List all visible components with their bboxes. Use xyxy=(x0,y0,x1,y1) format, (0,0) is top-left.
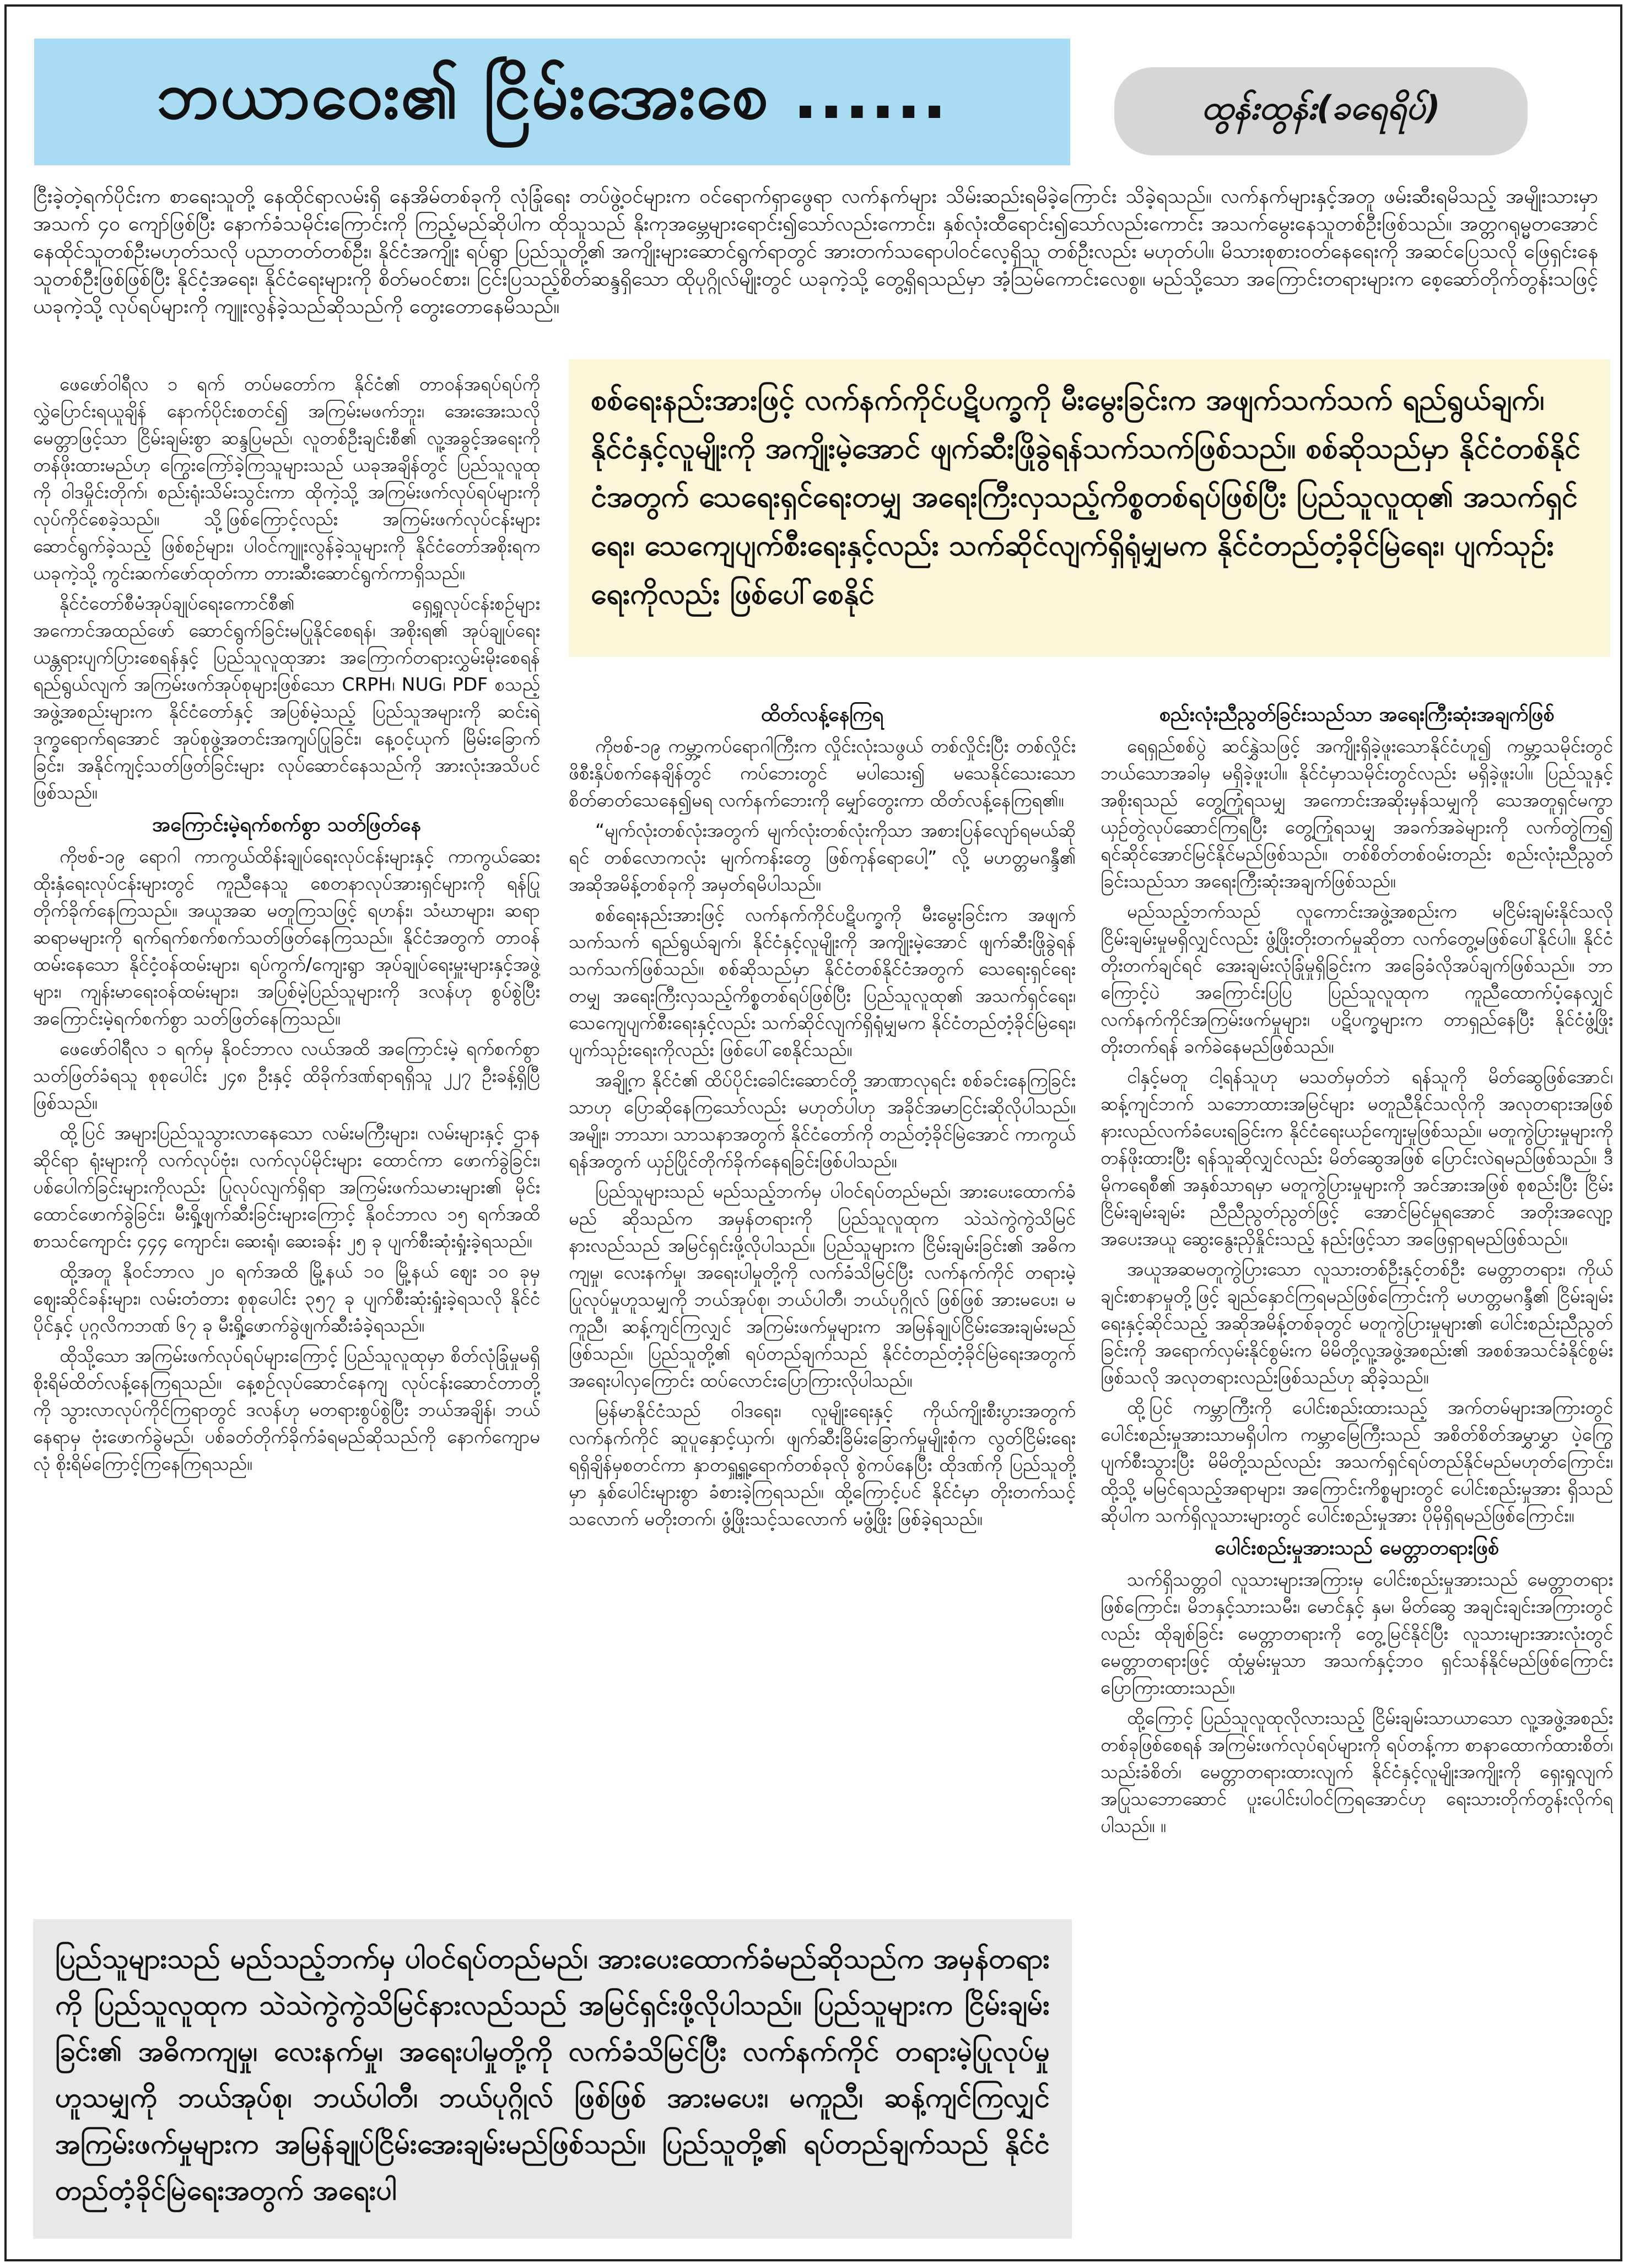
pull-quote-bottom: ပြည်သူများသည် မည်သည့်ဘက်မှ ပါဝင်ရပ်တည်မည်၊ အားပေးထောက်ခံမည်ဆိုသည်က အမှန်တရားကို ပြည်သူလူထုက သဲသဲကွဲကွဲသိမြင်နားလည်သည် အမြင်ရှင်းဖို့လိုပါသည်။ ပြည်သူများက ငြိမ်းချမ်းခြင်း၏ အဓိကကျမှု၊ လေးနက်မှု၊ အရေးပါမှုတို့ကို လက်ခံသိမြင်ပြီး လက်နက်ကိုင် တရားမဲ့ပြုလုပ်မှုဟူသမျှကို ဘယ်အုပ်စု၊ ဘယ်ပါတီ၊ ဘယ်ပုဂ္ဂိုလ် ဖြစ်ဖြစ် အားမပေး၊ မကူညီ၊ ဆန့်ကျင်ကြလျှင် အကြမ်းဖက်မှုများက အမြန်ချုပ်ငြိမ်းအေးချမ်းမည်ဖြစ်သည်။ ပြည်သူတို့၏ ရပ်တည်ချက်သည် နိုင်ငံတည်တံ့ခိုင်မြဲရေးအတွက် အရေးပါ xyxy=(33,1919,1072,2239)
paragraph: နိုင်ငံတော်စီမံအုပ်ချုပ်ရေးကောင်စီ၏ ရှေ့ရှုလုပ်ငန်းစဉ်များ အကောင်အထည်ဖော် ဆောင်ရွက်ခြင်းမပြုနိုင်စေရန်၊ အစိုးရ၏ အုပ်ချုပ်ရေးယန္တရားပျက်ပြားစေရန်နှင့် ပြည်သူလူထုအား အကြောက်တရားလွှမ်းမိုးစေရန် ရည်ရွယ်လျက် အကြမ်းဖက်အုပ်စုများဖြစ်သော CRPH၊ NUG၊ PDF စသည့်အဖွဲ့အစည်းများက နိုင်ငံတော်နှင့် အပြစ်မဲ့သည့် ပြည်သူအများကို ဆင်းရဲဒုက္ခရောက်ရအောင် အုပ်စုဖွဲ့အတင်းအကျပ်ပြုခြင်း၊ နေ့ဝင့်ယုက် မြိမ်းခြောက်ခြင်း၊ အနိုင်ကျင့်သတ်ဖြတ်ခြင်းများ လုပ်ဆောင်နေသည်ကို အားလုံးအသိပင်ဖြစ်သည်။ xyxy=(33,592,540,803)
paragraph: အချို့က နိုင်ငံ၏ ထိပ်ပိုင်းခေါင်းဆောင်တို့ အာဏာလုရင်း စစ်ခင်းနေကြခြင်းသာဟု ပြောဆိုနေကြသော်လည်း မဟုတ်ပါဟု အခိုင်အမာငြင်းဆိုလိုပါသည်။ အမျိုး၊ ဘာသာ၊ သာသနာအတွက် နိုင်ငံတော်ကို တည်တံ့ခိုင်မြဲအောင် ကာကွယ်ရန်အတွက် ယှဉ်ပြိုင်တိုက်ခိုက်နေရခြင်းဖြစ်ပါသည်။ xyxy=(569,1069,1076,1172)
author-badge xyxy=(1114,67,1528,155)
section-heading: ထိတ်လန့်နေကြရ xyxy=(760,703,884,726)
article-title: ဘယာဝေး၏ ငြိမ်းအေးစေ ...... xyxy=(156,57,948,133)
article-page xyxy=(4,4,1622,2261)
paragraph: စစ်ရေးနည်းအားဖြင့် လက်နက်ကိုင်ပဋိပက္ခကို မီးမွေးခြင်းက အဖျက်သက်သက် ရည်ရွယ်ချက်၊ နိုင်ငံနှင့်လူမျိုးကို အကျိုးမဲ့အောင် ဖျက်ဆီးဖြိုခွဲရန်သက်သက်ဖြစ်သည်။ စစ်ဆိုသည်မှာ နိုင်ငံတစ်နိုင်ငံအတွက် သေရေးရှင်ရေးတမျှ အရေးကြီးလှသည့်ကိစ္စတစ်ရပ်ဖြစ်ပြီး ပြည်သူလူထု၏ အသက်ရှင်ရေး၊ သေကျေပျက်စီးရေးနှင့်လည်း သက်ဆိုင်လျက်ရှိရုံမျှမက နိုင်ငံတည်တံ့ခိုင်မြဲရေး၊ ပျက်သုဉ်းရေးကိုလည်း ဖြစ်ပေါ်စေနိုင်သည်။ xyxy=(569,904,1076,1060)
paragraph: ထိုသို့သော အကြမ်းဖက်လုပ်ရပ်များကြောင့် ပြည်သူလူထုမှာ စိတ်လုံခြုံမှုမရှိ စိုးရိမ်ထိတ်လန့်နေကြရသည်။ နေ့စဉ်လုပ်ဆောင်နေကျ လုပ်ငန်းဆောင်တာတို့ကို သွားလာလုပ်ကိုင်ကြရာတွင် ဒလန်ဟု မတရားစွပ်စွဲပြီး ဘယ်အချိန်၊ ဘယ်နေရာမှ ဗုံးဖောက်ခွဲမည်၊ ပစ်ခတ်တိုက်ခိုက်ခံရမည်ဆိုသည်ကို နောက်ကျောမလုံ စိုးရိမ်ကြောင့်ကြနေကြရသည်။ xyxy=(33,1345,540,1474)
section-heading: အကြောင်းမဲ့ရက်စက်စွာ သတ်ဖြတ်နေ xyxy=(152,814,421,836)
paragraph: ကိုဗစ်-၁၉ ကမ္ဘာ့ကပ်ရောဂါကြီးက လှိုင်းလုံးသဖွယ် တစ်လှိုင်းပြီး တစ်လှိုင်း ဖိစီးနှိပ်စက်နေချိန်တွင် ကပ်ဘေးတွင် မပါသေး၍ မသေနိုင်သေးသော စိတ်ဓာတ်သေနေ၍မရ လက်နက်ဘေးကို မျှော်တွေးကာ ထိတ်လန့်နေကြရ၏။ xyxy=(569,735,1076,811)
paragraph: ဖေဖော်ဝါရီလ ၁ ရက်မှ နိုဝင်ဘာလ လယ်အထိ အကြောင်းမဲ့ ရက်စက်စွာ သတ်ဖြတ်ခံရသူ စုစုပေါင်း ၂၄၈ ဦးနှင့် ထိခိုက်ဒဏ်ရာရရှိသူ ၂၂၇ ဦးခန့်ရှိပြီဖြစ်သည်။ xyxy=(33,1038,540,1113)
column-middle xyxy=(569,696,1076,1881)
intro-paragraph: ငြီးခဲ့တဲ့ရက်ပိုင်းက စာရေးသူတို့ နေထိုင်ရာလမ်းရှိ နေအိမ်တစ်ခုကို လုံခြုံရေး တပ်ဖွဲ့ဝင်များက ဝင်ရောက်ရှာဖွေရာ လက်နက်များ သိမ်းဆည်းရမိခဲ့ကြောင်း သိခဲ့ရသည်။ လက်နက်များနှင့်အတူ ဖမ်းဆီးရမိသည့် အမျိုးသားမှာ အသက် ၄၀ ကျော်ဖြစ်ပြီး နောက်ခံသမိုင်းကြောင်းကို ကြည့်မည်ဆိုပါက ထိုသူသည် နိုးကုအမ္ဘေများရောင်း၍သော်လည်းကောင်း၊ နှစ်လုံးထီရောင်း၍သော်လည်းကောင်း အသက်မွေးနေသူတစ်ဦးဖြစ်သည်။ အတ္တဂရုမ္မတအောင် နေထိုင်သူတစ်ဦးမဟုတ်သလို ပညာတတ်တစ်ဦး၊ နိုင်ငံအကျိုး ရပ်ရွာ ပြည်သူတို့၏ အကျိုးများဆောင်ရွက်ရာတွင် အားတက်သရောပါဝင်လေ့ရှိသူ တစ်ဦးလည်း မဟုတ်ပါ။ မိသားစုစားဝတ်နေရေးကို အဆင်ပြေသလို ဖြေရှင်းနေသူတစ်ဦးဖြစ်ဖြစ်ပြီး နိုင်ငံ့အရေး၊ နိုင်ငံရေးများကို စိတ်မဝင်စား၊ ငြင်းပြသည့်စိတ်ဆန္ဒရှိသော ထိုပုဂ္ဂိုလ်မျိုးတွင် ယခုကဲ့သို့ တွေ့ရှိရသည်မှာ အံ့ဩမ်ကောင်းလေစွ။ မည်သို့သော အကြောင်းတရားများက စေ့ဆော်တိုက်တွန်းသဖြင့် ယခုကဲ့သို့ လုပ်ရပ်များကို ကျူးလွန်ခဲ့သည်ဆိုသည်ကို တွေးတောနေမိသည်။ xyxy=(33,185,1598,318)
paragraph: ရေရှည်စစ်ပွဲ ဆင်နွှဲသဖြင့် အကျိုးရှိခဲ့ဖူးသောနိုင်ငံဟူ၍ ကမ္ဘာ့သမိုင်းတွင် ဘယ်သောအခါမှ မရှိခဲ့ဖူးပါ။ နိုင်ငံမှာသမိုင်းတွင်လည်း မရှိခဲ့ဖူးပါ။ ပြည်သူနှင့်အစိုးရသည် တွေ့ကြုံရသမျှ အကောင်းအဆိုးမှန်သမျှကို သေအတူရှင်မကွာ ယှဉ်တွဲလုပ်ဆောင်ကြရပြီး တွေ့ကြုံရသမျှ အခက်အခဲများကို လက်တွဲကြ၍ ရင်ဆိုင်အောင်မြင်နိုင်မည်ဖြစ်သည်။ တစ်စိတ်တစ်ဝမ်းတည်း စည်းလုံးညီညွတ်ခြင်းသည်သာ အရေးကြီးဆုံးအချက်ဖြစ်သည်။ xyxy=(1101,735,1613,892)
column-right xyxy=(1101,696,1613,2228)
paragraph: ငါနှင့်မတူ ငါ့ရန်သူဟု မသတ်မှတ်ဘဲ ရန်သူကို မိတ်ဆွေဖြစ်အောင်၊ ဆန့်ကျင်ဘက် သဘောထားအမြင်များ မတူညီနိုင်သလိုကို အလုတရားအဖြစ် နားလည်လက်ခံပေးရခြင်းက နိုင်ငံရေးယဉ်ကျေးမှုဖြစ်သည်။ မတူကွဲပြားမှုများကို တန်ဖိုးထားပြီး ရန်သူဆိုလျှင်လည်း မိတ်ဆွေအဖြစ် ပြောင်းလဲရမည်ဖြစ်သည်။ ဒီမိုကရေစီ၏ အနှစ်သာရမှာ မတူကွဲပြားမှုများကို အင်အားအဖြစ် စုစည်းပြီး ငြိမ်းငြိမ်းချမ်းချမ်း ညီညီညွတ်ညွတ်ဖြင့် အောင်မြင်မှုရအောင် အတိုးအလျော့ အပေးအယူ ဆွေးနွေးညှိနှိုင်းသည့် နည်းဖြင့်သာ အဖြေရှာရမည်ဖြစ်သည်။ xyxy=(1101,1066,1613,1249)
paragraph: ထို့ပြင် အများပြည်သူသွားလာနေသော လမ်းမကြီးများ၊ လမ်းများနှင့် ဌာနဆိုင်ရာ ရုံးများကို လက်လုပ်ဗုံး၊ လက်လုပ်မိုင်းများ ထောင်ကာ ဖောက်ခွဲခြင်း၊ ပစ်ပေါက်ခြင်းများကိုလည်း ပြုလုပ်လျက်ရှိရာ အကြမ်းဖက်သမားများ၏ မိုင်းထောင်ဖောက်ခွဲခြင်း၊ မီးရှို့ဖျက်ဆီးခြင်းများကြောင့် နိုဝင်ဘာလ ၁၅ ရက်အထိ စာသင်ကျောင်း ၄၄၄ ကျောင်း၊ ဆေးရုံ၊ ဆေးခန်း ၂၅ ခု ပျက်စီးဆုံးရှုံးခဲ့ရသည်။ xyxy=(33,1122,540,1252)
section-heading: စည်းလုံးညီညွတ်ခြင်းသည်သာ အရေးကြီးဆုံးအချက်ဖြစ် xyxy=(1159,703,1555,726)
title-banner xyxy=(34,39,1070,165)
paragraph: အယူအဆမတူကွဲပြားသော လူသားတစ်ဦးနှင့်တစ်ဦး မေတ္တာတရား၊ ကိုယ်ချင်းစာနာမှုတို့ဖြင့် ချည်နှောင်ကြရမည်ဖြစ်ကြောင်းကို မဟတ္တမဂန္ဒီ၏ ငြိမ်းချမ်းရေးနှင့်ဆိုင်သည့် အဆိုအမိန့်တစ်ခုတွင် မတူကွဲပြားမှုများ၏ ပေါင်းစည်းညီညွတ်ခြင်းကို အရောက်လှမ်းနိုင်စွမ်းက မိမိတို့လူ့အဖွဲ့အစည်း၏ အစစ်အသင်ခံနိုင်စွမ်းဖြစ်သလို အလုတရားလည်းဖြစ်သည်ဟု ဆိုခဲ့သည်။ xyxy=(1101,1258,1613,1388)
paragraph: မြန်မာနိုင်ငံသည် ဝါဒရေး၊ လူမျိုးရေးနှင့် ကိုယ်ကျိုးစီးပွားအတွက် လက်နက်ကိုင် ဆူပူနှောင့်ယှက်၊ ဖျက်ဆီးခြိမ်းခြောက်မှုမျိုးစုံက လွတ်ငြိမ်းရေးရရှိချိန်မှစတင်ကာ နှာတရှူ့ရှူ့ရောက်တစ်ခုလို စွဲကပ်နေပြီး ထိုဒဏ်ကို ပြည်သူတို့မှာ နှစ်ပေါင်းများစွာ ခံစားခဲ့ကြရသည်။ ထို့ကြောင့်ပင် နိုင်ငံမှာ တိုးတက်သင့်သလောက် မတိုးတက်၊ ဖွံ့ဖြိုးသင့်သလောက် မဖွံ့ဖြိုး ဖြစ်ခဲ့ရသည်။ xyxy=(569,1400,1076,1529)
paragraph: ထို့ပြင် ကမ္ဘာကြီးကို ပေါင်းစည်းထားသည့် အက်တမ်များအကြားတွင် ပေါင်းစည်းမှုအားသာမရှိပါက ကမ္ဘာမြေကြီးသည် အစိတ်စိတ်အမွှာမွှာ ပဲ့ကြွေပျက်စီးသွားပြီး မိမိတို့သည်လည်း အသက်ရှင်ရပ်တည်နိုင်မည်မဟုတ်ကြောင်း၊ ထို့သို့ မမြင်ရသည့်အရာများ၊ အကြောင်းကိစ္စများတွင် ပေါင်းစည်းမှုအား ရှိသည်ဆိုပါက သက်ရှိလူသားများတွင် ပေါင်းစည်းမှုအား ပိုမိုရှိရမည်ဖြစ်ကြောင်း။ xyxy=(1101,1397,1613,1526)
section-heading: ပေါင်းစည်းမှုအားသည် မေတ္တာတရားဖြစ် xyxy=(1215,1537,1499,1559)
paragraph: ပြည်သူများသည် မည်သည့်ဘက်မှ ပါဝင်ရပ်တည်မည်၊ အားပေးထောက်ခံမည် ဆိုသည်က အမှန်တရားကို ပြည်သူလူထုက သဲသဲကွဲကွဲသိမြင်နားလည်သည် အမြင်ရှင်းဖို့လိုပါသည်။ ပြည်သူများက ငြိမ်းချမ်းခြင်း၏ အဓိကကျမှု၊ လေးနက်မှု၊ အရေးပါမှုတို့ကို လက်ခံသိမြင်ပြီး လက်နက်ကိုင် တရားမဲ့ပြုလုပ်မှုဟူသမျှကို ဘယ်အုပ်စု၊ ဘယ်ပါတီ၊ ဘယ်ပုဂ္ဂိုလ် ဖြစ်ဖြစ် အားမပေး၊ မကူညီ၊ ဆန့်ကျင်ကြလျှင် အကြမ်းဖက်မှုများက အမြန်ချုပ်ငြိမ်းအေးချမ်းမည် ဖြစ်သည်။ ပြည်သူတို့၏ ရပ်တည်ချက်သည် နိုင်ငံတည်တံ့ခိုင်မြဲရေးအတွက် အရေးပါလှကြောင်း ထပ်လောင်းပြောကြားလိုပါသည်။ xyxy=(569,1181,1076,1391)
paragraph: ကိုဗစ်-၁၉ ရောဂါ ကာကွယ်ထိန်းချုပ်ရေးလုပ်ငန်းများနှင့် ကာကွယ်ဆေး ထိုးနှံရေးလုပ်ငန်းများတွင် ကူညီနေသူ စေတနာလုပ်အားရှင်များကို ရန်ပြုတိုက်ခိုက်နေကြသည်။ အယူအဆ မတူကြသဖြင့် ရဟန်း၊ သံဃာများ၊ ဆရာ ဆရာမများကို ရက်ရက်စက်စက်သတ်ဖြတ်နေကြသည်။ နိုင်ငံအတွက် တာဝန်ထမ်းနေသော နိုင်ငံ့ဝန်ထမ်းများ၊ ရပ်ကွက်/ကျေးရွာ အုပ်ချုပ်ရေးမှူးများနှင့်အဖွဲ့များ၊ ကျန်းမာရေးဝန်ထမ်းများ၊ အပြစ်မဲ့ပြည်သူများကို ဒလန်ဟု စွပ်စွဲပြီး အကြောင်းမဲ့ရက်စက်စွာ သတ်ဖြတ်နေကြသည်။ xyxy=(33,845,540,1029)
column-left xyxy=(33,370,540,1858)
paragraph: ဖေဖော်ဝါရီလ ၁ ရက် တပ်မတော်က နိုင်ငံ၏ တာဝန်အရပ်ရပ်ကို လွှဲပြောင်းရယူချိန် နောက်ပိုင်းစတင်၍ အကြမ်းမဖက်ဘူး၊ အေးအေးသလို မေတ္တာဖြင့်သာ ငြိမ်းချမ်းစွာ ဆန္ဒပြမည်၊ လူတစ်ဦးချင်းစီ၏ လူ့အခွင့်အရေးကို တန်ဖိုးထားမည်ဟု ကြွေးကြော်ခဲ့ကြသူများသည် ယခုအချိန်တွင် ပြည်သူလူထုကို ဝါဒမှိုင်းတိုက်၊ စည်းရုံးသိမ်းသွင်းကာ ထိုကဲ့သို့ အကြမ်းဖက်လုပ်ရပ်များကို လုပ်ကိုင်စေခဲ့သည်။ သို့ဖြစ်ကြောင့်လည်း အကြမ်းဖက်လုပ်ငန်းများ ဆောင်ရွက်ခဲ့သည့် ဖြစ်စဉ်များ၊ ပါဝင်ကျူးလွန်ခဲ့သူများကို နိုင်ငံတော်အစိုးရက ယခုကဲ့သို့ ကွင်းဆက်ဖော်ထုတ်ကာ တားဆီးဆောင်ရွက်ကာရှိသည်။ xyxy=(33,373,540,584)
paragraph: “မျက်လုံးတစ်လုံးအတွက် မျက်လုံးတစ်လုံးကိုသာ အစားပြန်လျော်ရမယ်ဆိုရင် တစ်လောကလုံး မျက်ကန်းတွေ ဖြစ်ကုန်ရောပေါ့” လို့ မဟတ္တမဂန္ဒီ၏ အဆိုအမိန့်တစ်ခုကို အမှတ်ရမိပါသည်။ xyxy=(569,820,1076,895)
paragraph: သက်ရှိသတ္တဝါ လူသားများအကြားမှ ပေါင်းစည်းမှုအားသည် မေတ္တာတရားဖြစ်ကြောင်း၊ မိဘနှင့်သားသမီး၊ မောင်နှင့် နှမ၊ မိတ်ဆွေ အချင်းချင်းအကြားတွင်လည်း ထိုချစ်ခြင်း မေတ္တာတရားကို တွေ့မြင်နိုင်ပြီး လူသားများအားလုံးတွင် မေတ္တာတရားဖြင့် ထုံမွှမ်းမှုသာ အသက်နှင့်ဘဝ ရှင်သန်နိုင်မည်ဖြစ်ကြောင်း ပြောကြားထားသည်။ xyxy=(1101,1569,1613,1698)
pull-quote-top: စစ်ရေးနည်းအားဖြင့် လက်နက်ကိုင်ပဋိပက္ခကို မီးမွေးခြင်းက အဖျက်သက်သက် ရည်ရွယ်ချက်၊ နိုင်ငံနှင့်လူမျိုးကို အကျိုးမဲ့အောင် ဖျက်ဆီးဖြိုခွဲရန်သက်သက်ဖြစ်သည်။ စစ်ဆိုသည်မှာ နိုင်ငံတစ်နိုင်ငံအတွက် သေရေးရှင်ရေးတမျှ အရေးကြီးလှသည့်ကိစ္စတစ်ရပ်ဖြစ်ပြီး ပြည်သူလူထု၏ အသက်ရှင်ရေး၊ သေကျေပျက်စီးရေးနှင့်လည်း သက်ဆိုင်လျက်ရှိရုံမျှမက နိုင်ငံတည်တံ့ခိုင်မြဲရေး၊ ပျက်သုဉ်းရေးကိုလည်း ဖြစ်ပေါ်စေနိုင် xyxy=(569,359,1610,657)
author-name: ထွန်းထွန်း(ခရေရိပ်) xyxy=(1201,89,1441,127)
paragraph: ထို့အတူ နိုဝင်ဘာလ ၂၀ ရက်အထိ မြို့နယ် ၁၀ မြို့နယ် ဈေး ၁၀ ခုမှ ဈေးဆိုင်ခန်းများ၊ လမ်းတံတား စုစုပေါင်း ၃၅၇ ခု ပျက်စီးဆုံးရှုံးခဲ့ရသလို နိုင်ငံပိုင်နှင့် ပုဂ္ဂလိကဘဏ် ၆၇ ခု မီးရှို့ဖောက်ခွဲဖျက်ဆီးခံခဲ့ရသည်။ xyxy=(33,1260,540,1336)
paragraph: ထို့ကြောင့် ပြည်သူလူထုလိုလားသည့် ငြိမ်းချမ်းသာယာသော လူ့အဖွဲ့အစည်းတစ်ခုဖြစ်စေရန် အကြမ်းဖက်လုပ်ရပ်များကို ရပ်တန့်ကာ စာနာထောက်ထားစိတ်၊ သည်းခံစိတ်၊ မေတ္တာတရားထားလျက် နိုင်ငံနှင့်လူမျိုးအကျိုးကို ရှေးရှုလျက် အပြုသဘောဆောင် ပူးပေါင်းပါဝင်ကြရအောင်ဟု ရေးသားတိုက်တွန်းလိုက်ရပါသည်။ ။ xyxy=(1101,1707,1613,1836)
paragraph: မည်သည့်ဘက်သည် လူကောင်းအဖွဲ့အစည်းက မငြိမ်းချမ်းနိုင်သလို ငြိမ်းချမ်းမှုမရှိလျှင်လည်း ဖွံ့ဖြိုးတိုးတက်မှုဆိုတာ လက်တွေ့မဖြစ်ပေါ်နိုင်ပါ။ နိုင်ငံတိုးတက်ချင်ရင် အေးချမ်းလုံခြုံမှုရှိခြင်းက အခြေခံလိုအပ်ချက်ဖြစ်သည်။ ဘာကြောင့်ပဲ အကြောင်းပြပြ ပြည်သူလူထုက ကူညီထောက်ပံ့နေလျှင် လက်နက်ကိုင်အကြမ်းဖက်မှုများ၊ ပဋိပက္ခများက တာရှည်နေပြီး နိုင်ငံဖွံ့ဖြိုးတိုးတက်ရန် ခက်ခဲနေမည်ဖြစ်သည်။ xyxy=(1101,901,1613,1057)
